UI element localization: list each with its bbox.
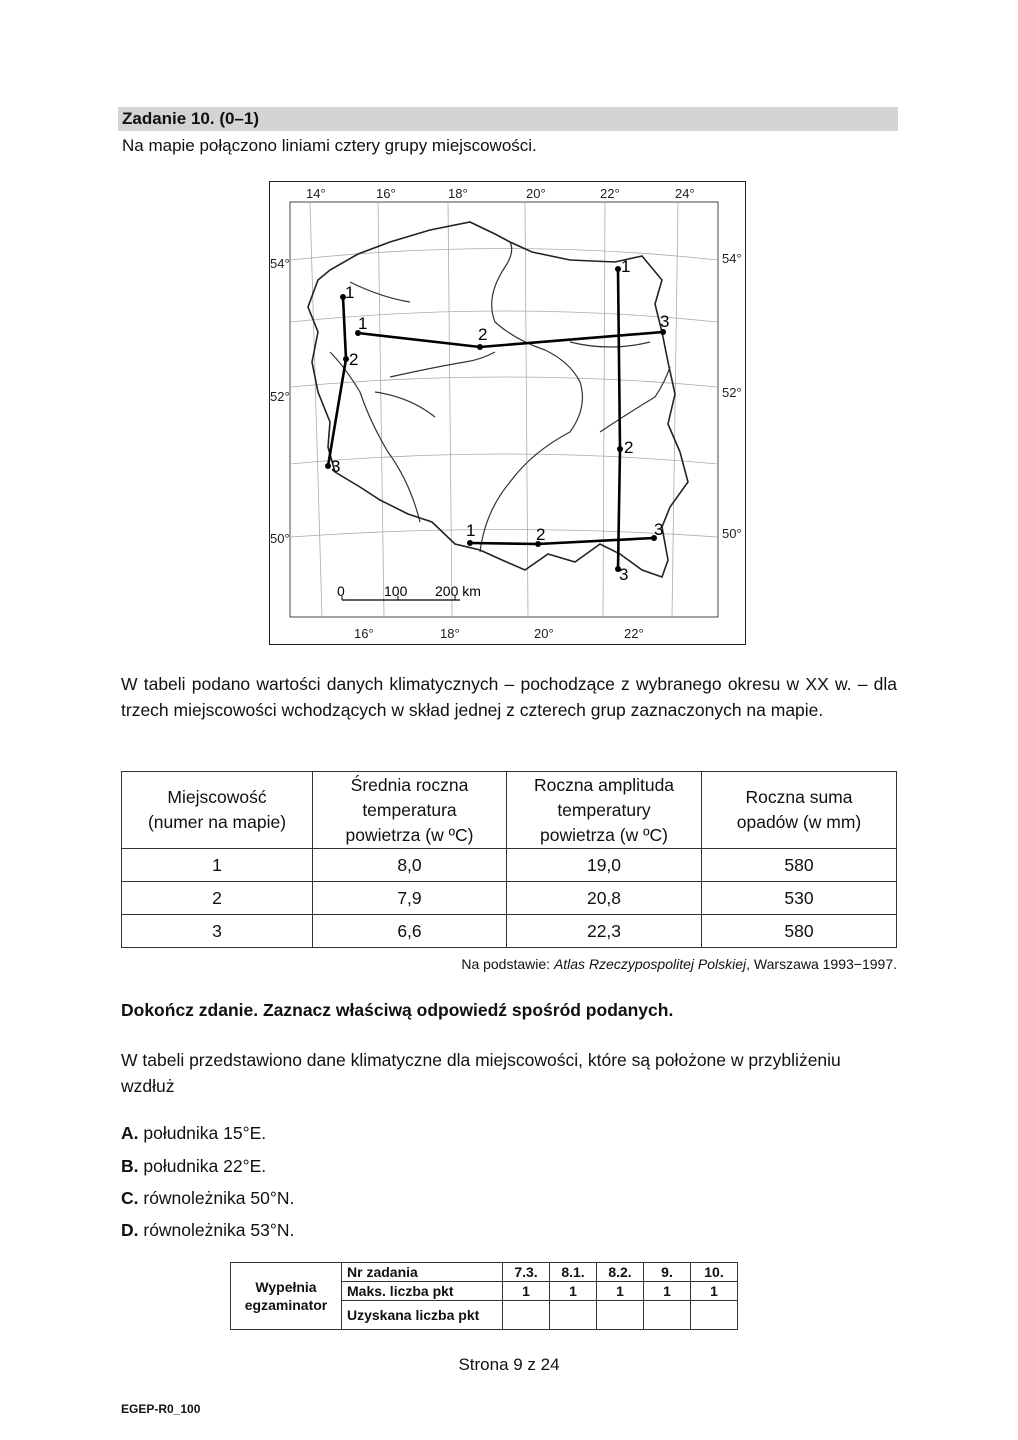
option-d[interactable] xyxy=(121,1220,294,1241)
east-label-3: 3 xyxy=(619,565,629,584)
table-row xyxy=(122,849,897,882)
table-row xyxy=(122,882,897,915)
table-cell: B. xyxy=(121,1156,139,1176)
top-lon-24: 24° xyxy=(675,186,695,201)
option-a[interactable] xyxy=(121,1123,266,1144)
table-cell: 8,0 xyxy=(313,849,507,882)
table-cell: Roczna suma xyxy=(745,787,853,807)
header-location xyxy=(122,772,313,849)
score-cell[interactable] xyxy=(597,1301,644,1330)
top-lon-14: 14° xyxy=(306,186,326,201)
table-cell: 1 xyxy=(597,1282,644,1301)
bottom-lon-18: 18° xyxy=(440,626,460,641)
west-label-3: 3 xyxy=(331,457,341,476)
bottom-lon-22: 22° xyxy=(624,626,644,641)
table-cell: 580 xyxy=(702,915,897,948)
table-cell: temperatury xyxy=(557,799,651,820)
examiner-label xyxy=(231,1263,342,1330)
table-row xyxy=(231,1263,738,1282)
map-svg xyxy=(270,182,745,644)
table-cell: 1 xyxy=(644,1282,691,1301)
table-cell: południka 15°E. xyxy=(138,1123,267,1143)
top-lon-20: 20° xyxy=(526,186,546,201)
south-label-3: 3 xyxy=(654,520,664,539)
map-figure xyxy=(269,181,746,645)
table-cell: 1 xyxy=(122,849,313,882)
right-lat-52: 52° xyxy=(722,385,742,400)
climate-table-header xyxy=(122,772,897,849)
exam-code: EGEP-R0_100 xyxy=(121,1402,201,1416)
table-cell: A. xyxy=(121,1123,139,1143)
table-cell: (numer na mapie) xyxy=(147,812,287,832)
row-label-max: Maks. liczba pkt xyxy=(342,1282,503,1301)
scale-100: 100 xyxy=(384,583,408,599)
table-cell: temperatura xyxy=(362,799,457,820)
table-cell: 530 xyxy=(702,882,897,915)
climate-table xyxy=(121,771,897,948)
table-cell: 580 xyxy=(702,849,897,882)
option-b[interactable] xyxy=(121,1156,266,1177)
right-lat-50: 50° xyxy=(722,526,742,541)
left-lat-54: 54° xyxy=(270,256,290,271)
table-cell: 3 xyxy=(122,915,313,948)
table-cell: powietrza (w ºC) xyxy=(345,824,474,845)
source-note xyxy=(461,956,897,972)
north-label-2: 2 xyxy=(478,325,488,344)
table-cell: równoleżnika 50°N. xyxy=(138,1188,295,1208)
header-mean-temp xyxy=(313,772,507,849)
task-header: Zadanie 10. (0–1) xyxy=(118,107,898,131)
right-lat-54: 54° xyxy=(722,251,742,266)
table-cell: 19,0 xyxy=(507,849,702,882)
task-intro: Na mapie połączono liniami cztery grupy miejscowości. xyxy=(122,136,537,155)
row-label-obtained: Uzyskana liczba pkt xyxy=(342,1301,503,1330)
header-amplitude xyxy=(507,772,702,849)
east-label-2: 2 xyxy=(624,438,634,457)
table-cell: południka 22°E. xyxy=(138,1156,267,1176)
bottom-lon-16: 16° xyxy=(354,626,374,641)
west-label-2: 2 xyxy=(349,350,359,369)
table-cell: 1 xyxy=(691,1282,738,1301)
table-row xyxy=(122,915,897,948)
table-cell: Średnia roczna xyxy=(350,774,469,795)
left-lat-50: 50° xyxy=(270,531,290,546)
question-text: W tabeli przedstawiono dane klimatyczne dla miejscowości, które są położone w przybliżeniu wzdłuż xyxy=(121,1050,841,1096)
table-cell: 20,8 xyxy=(507,882,702,915)
bottom-lon-20: 20° xyxy=(534,626,554,641)
south-label-1: 1 xyxy=(466,521,476,540)
south-label-2: 2 xyxy=(536,525,546,544)
table-cell: 1 xyxy=(550,1282,597,1301)
page-number: Strona 9 z 24 xyxy=(458,1355,560,1374)
table-cell: D. xyxy=(121,1220,139,1240)
map-scale-bar xyxy=(337,583,481,600)
score-cell[interactable] xyxy=(644,1301,691,1330)
table-cell: Na podstawie: xyxy=(461,956,554,972)
east-label-1: 1 xyxy=(621,257,631,276)
table-cell: 7.3. xyxy=(503,1263,550,1282)
table-cell: 9. xyxy=(644,1263,691,1282)
header-precipitation xyxy=(702,772,897,849)
table-cell: 7,9 xyxy=(313,882,507,915)
table-cell: 10. xyxy=(691,1263,738,1282)
table-cell: 6,6 xyxy=(313,915,507,948)
top-lon-18: 18° xyxy=(448,186,468,201)
map-points xyxy=(325,266,666,572)
north-label-3: 3 xyxy=(660,312,670,331)
map-graticule xyxy=(290,202,718,617)
table-cell: Wypełnia xyxy=(255,1279,317,1295)
row-label-task: Nr zadania xyxy=(342,1263,503,1282)
table-description: W tabeli podano wartości danych klimatycznych – pochodzące z wybranego okresu w XX w. – dla trzech miejscowości wchodzących w skład jednej z czterech grup zaznaczonych na mapie. xyxy=(121,674,897,720)
scale-0: 0 xyxy=(337,583,345,599)
table-cell: C. xyxy=(121,1188,139,1208)
examiner-table xyxy=(230,1262,738,1330)
table-cell: 8.1. xyxy=(550,1263,597,1282)
map-inner-frame xyxy=(290,202,718,617)
top-lon-22: 22° xyxy=(600,186,620,201)
table-cell: 1 xyxy=(503,1282,550,1301)
table-cell: opadów (w mm) xyxy=(736,812,862,832)
table-cell: 8.2. xyxy=(597,1263,644,1282)
table-cell: , Warszawa 1993−1997. xyxy=(746,956,897,972)
table-cell: Roczna amplituda xyxy=(533,774,675,795)
left-lat-52: 52° xyxy=(270,389,290,404)
table-cell: 2 xyxy=(122,882,313,915)
score-cell[interactable] xyxy=(691,1301,738,1330)
poland-border xyxy=(308,222,688,577)
north-label-1: 1 xyxy=(358,314,368,333)
table-cell: Miejscowość xyxy=(167,787,267,807)
option-c[interactable] xyxy=(121,1188,294,1209)
scale-200: 200 km xyxy=(435,583,481,599)
table-cell: 22,3 xyxy=(507,915,702,948)
table-cell: równoleżnika 53°N. xyxy=(138,1220,295,1240)
table-cell: powietrza (w ºC) xyxy=(540,824,668,845)
score-cell[interactable] xyxy=(550,1301,597,1330)
table-cell: Atlas Rzeczypospolitej Polskiej xyxy=(553,956,747,972)
score-cell[interactable] xyxy=(503,1301,550,1330)
instruction: Dokończ zdanie. Zaznacz właściwą odpowiedź spośród podanych. xyxy=(121,1000,674,1020)
top-lon-16: 16° xyxy=(376,186,396,201)
west-label-1: 1 xyxy=(345,283,355,302)
table-cell: egzaminator xyxy=(244,1297,328,1313)
